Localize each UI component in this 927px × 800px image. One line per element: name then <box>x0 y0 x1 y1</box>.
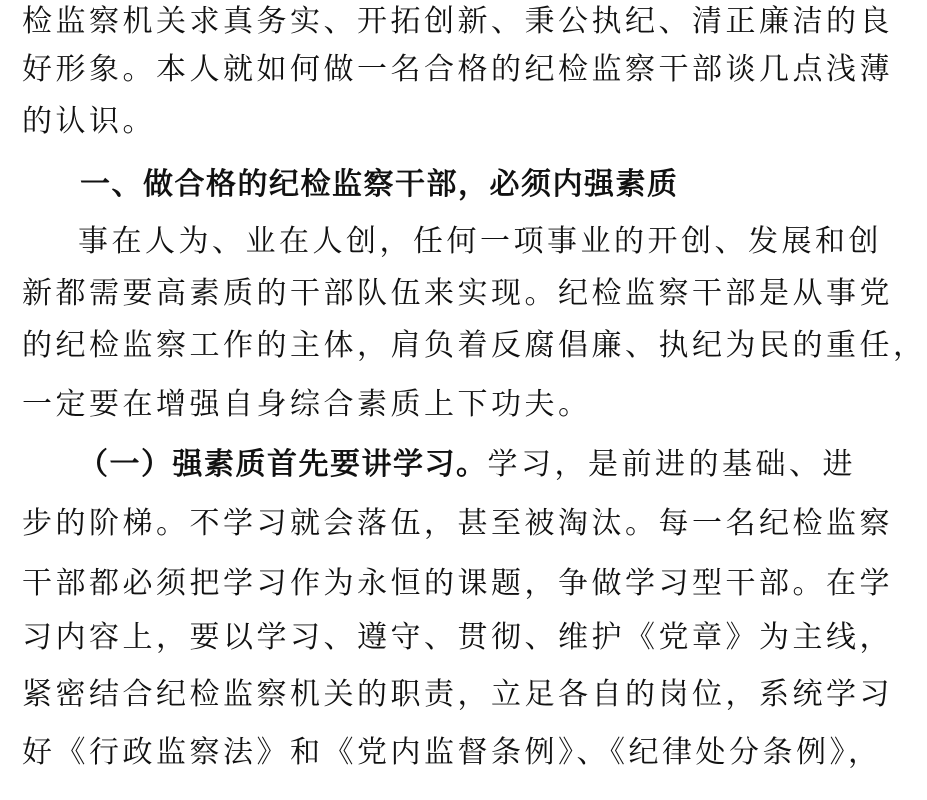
subsection-heading: （一）强素质首先要讲学习。 <box>78 447 488 482</box>
paragraph-line: 习内容上，要以学习、遵守、贯彻、维护《党章》为主线， <box>22 620 893 655</box>
paragraph-line: 事在人为、业在人创，任何一项事业的开创、发展和创 <box>78 224 882 259</box>
subsection-line <box>78 445 856 485</box>
text-line: 好形象。本人就如何做一名合格的纪检监察干部谈几点浅薄 <box>22 52 893 87</box>
section-heading: 一、做合格的纪检监察干部，必须内强素质 <box>80 167 679 202</box>
paragraph-line: 好《行政监察法》和《党内监督条例》、《纪律处分条例》， <box>22 735 882 770</box>
paragraph-line: 紧密结合纪检监察机关的职责，立足各自的岗位，系统学习 <box>22 677 893 712</box>
paragraph-line: 干部都必须把学习作为永恒的课题，争做学习型干部。在学 <box>22 566 893 601</box>
paragraph-line: 的纪检监察工作的主体，肩负着反腐倡廉、执纪为民的重任， <box>22 328 927 363</box>
paragraph-line: 一定要在增强自身综合素质上下功夫。 <box>22 387 592 422</box>
paragraph-line: 步的阶梯。不学习就会落伍，甚至被淘汰。每一名纪检监察 <box>22 506 893 541</box>
paragraph-line: 新都需要高素质的干部队伍来实现。纪检监察干部是从事党 <box>22 276 893 311</box>
text-line: 的认识。 <box>22 104 156 139</box>
text-line: 检监察机关求真务实、开拓创新、秉公执纪、清正廉洁的良 <box>22 4 893 39</box>
subsection-text: 学习，是前进的基础、进 <box>487 447 856 482</box>
